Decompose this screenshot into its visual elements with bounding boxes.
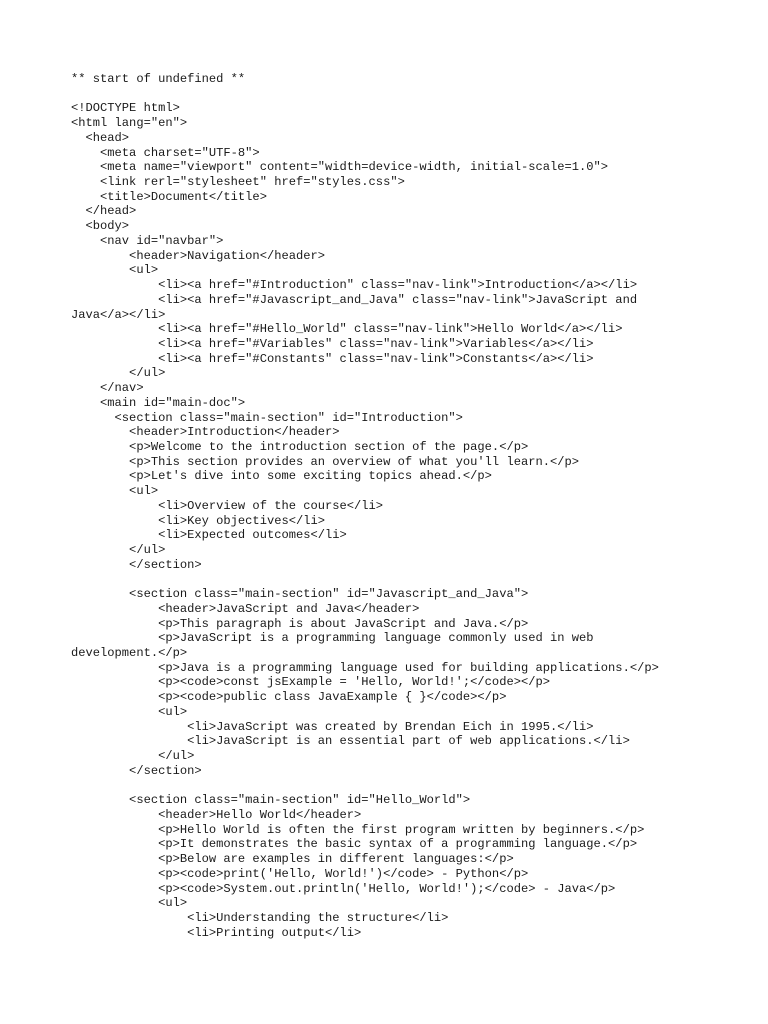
code-line: <section class="main-section" id="Introduction"> (71, 410, 463, 425)
code-line: <p><code>const jsExample = 'Hello, World!';</code></p> (71, 675, 550, 690)
code-line: <li>Key objectives</li> (71, 513, 326, 528)
code-line: <ul> (71, 484, 159, 499)
code-line: <header>Navigation</header> (71, 248, 326, 263)
code-line: <section class="main-section" id="Javascript_and_Java"> (71, 587, 529, 602)
code-line: <li>Understanding the structure</li> (71, 910, 449, 925)
code-line: <li>JavaScript was created by Brendan Eich in 1995.</li> (71, 719, 594, 734)
code-line: <title>Document</title> (71, 189, 267, 204)
code-line: <p><code>print('Hello, World!')</code> - Python</p> (71, 866, 529, 881)
code-line: <ul> (71, 263, 159, 278)
code-line: <p>Welcome to the introduction section of the page.</p> (71, 439, 529, 454)
code-line: <p>JavaScript is a programming language commonly used in web (71, 631, 594, 646)
code-line: <p>Java is a programming language used for building applications.</p> (71, 660, 659, 675)
code-line: <header>JavaScript and Java</header> (71, 601, 420, 616)
code-line: </ul> (71, 749, 195, 764)
code-line: <!DOCTYPE html> (71, 101, 180, 116)
code-line: <p><code>System.out.println('Hello, World!');</code> - Java</p> (71, 881, 616, 896)
code-line: <li><a href="#Javascript_and_Java" class="nav-link">JavaScript and (71, 292, 638, 307)
code-line: </ul> (71, 543, 166, 557)
code-line: <li><a href="#Variables" class="nav-link">Variables</a></li> (71, 336, 594, 351)
blank-line (71, 87, 711, 102)
code-line: <ul> (71, 896, 188, 911)
code-line: development.</p> (71, 646, 188, 661)
code-line: <meta name="viewport" content="width=device-width, initial-scale=1.0"> (71, 160, 609, 175)
blank-line (71, 779, 711, 794)
code-line: <li><a href="#Constants" class="nav-link">Constants</a></li> (71, 351, 594, 366)
code-line: <main id="main-doc"> (71, 395, 246, 410)
code-listing (71, 72, 711, 940)
code-line: </head> (71, 204, 137, 219)
code-line: <li>Expected outcomes</li> (71, 528, 347, 543)
code-line: <header>Hello World</header> (71, 807, 362, 822)
code-line: Java</a></li> (71, 307, 166, 322)
code-line: <li>Printing output</li> (71, 925, 362, 940)
code-line: <ul> (71, 704, 188, 719)
code-line: <li><a href="#Hello_World" class="nav-link">Hello World</a></li> (71, 322, 623, 337)
code-line: ** start of undefined ** (71, 72, 246, 86)
code-line: <li>Overview of the course</li> (71, 498, 384, 513)
code-line: <link rerl="stylesheet" href="styles.css"> (71, 175, 405, 190)
code-line: <p>Hello World is often the first program written by beginners.</p> (71, 822, 645, 837)
code-line: <p>Let's dive into some exciting topics ahead.</p> (71, 469, 492, 484)
code-line: <header>Introduction</header> (71, 425, 340, 440)
code-line: </ul> (71, 366, 166, 381)
code-line: <meta charset="UTF-8"> (71, 145, 260, 160)
code-line: <body> (71, 219, 130, 234)
code-line: </section> (71, 557, 202, 572)
code-line: <section class="main-section" id="Hello_World"> (71, 793, 471, 808)
code-line: <nav id="navbar"> (71, 233, 224, 248)
code-line: </section> (71, 763, 202, 778)
code-line: <html lang="en"> (71, 116, 188, 131)
code-line: <li><a href="#Introduction" class="nav-link">Introduction</a></li> (71, 278, 638, 293)
code-line: <head> (71, 130, 130, 145)
code-line: <li>JavaScript is an essential part of web applications.</li> (71, 734, 630, 749)
code-line: <p><code>public class JavaExample { }</code></p> (71, 690, 507, 705)
document-page (71, 72, 711, 940)
code-line: <p>This paragraph is about JavaScript and Java.</p> (71, 616, 529, 631)
blank-line (71, 572, 711, 587)
code-line: <p>Below are examples in different languages:</p> (71, 852, 514, 867)
code-line: <p>This section provides an overview of what you'll learn.</p> (71, 454, 580, 469)
code-line: </nav> (71, 381, 144, 396)
code-line: <p>It demonstrates the basic syntax of a programming language.</p> (71, 837, 638, 852)
